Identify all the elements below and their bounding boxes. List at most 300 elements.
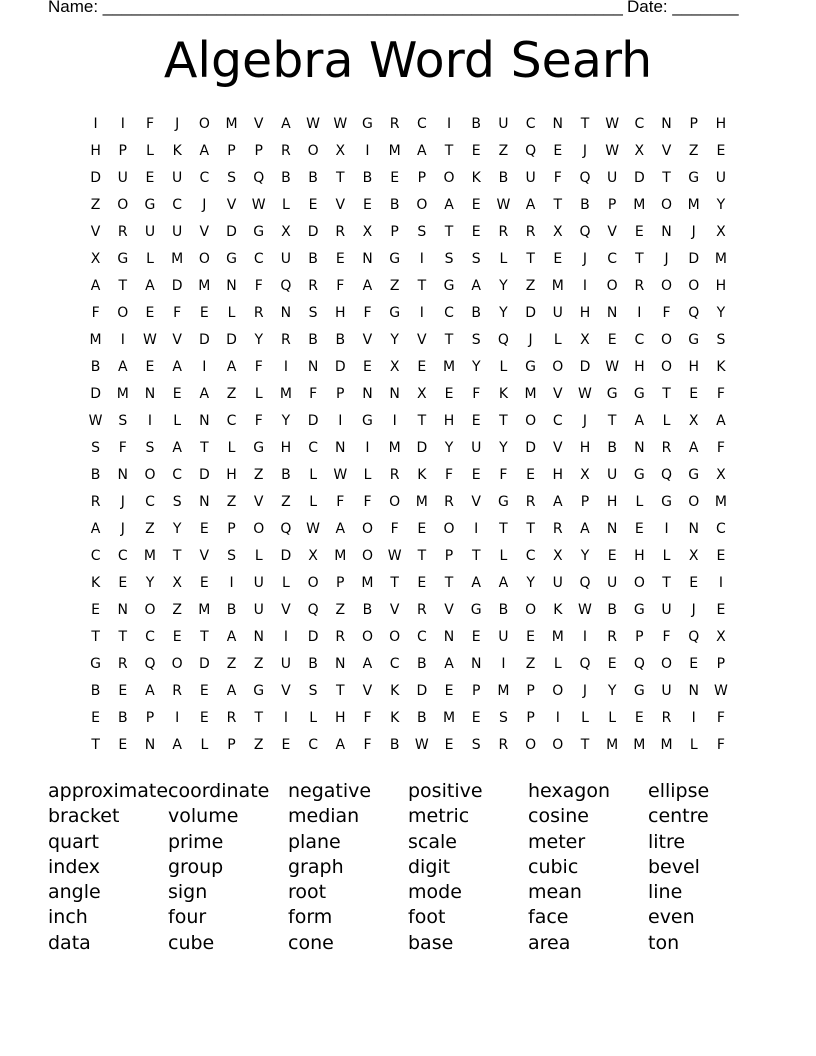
grid-letter: R — [634, 278, 645, 294]
word-list — [48, 779, 768, 956]
grid-letter: D — [226, 332, 237, 348]
grid-letter: E — [145, 305, 155, 321]
grid-letter: H — [335, 305, 346, 321]
grid-letter: Q — [688, 305, 700, 321]
grid-letter: C — [172, 467, 183, 483]
grid-letter: Z — [172, 602, 182, 618]
grid-letter: B — [498, 602, 509, 618]
word-item: meter — [528, 830, 586, 853]
grid-letter: M — [714, 251, 727, 267]
grid-letter: G — [362, 116, 373, 132]
grid-letter: I — [718, 575, 723, 591]
grid-letter: W — [333, 467, 348, 483]
grid-letter: Z — [688, 143, 699, 159]
grid-letter: R — [389, 116, 400, 132]
grid-letter: F — [472, 386, 481, 402]
grid-letter: W — [333, 116, 348, 132]
word-item: even — [648, 906, 695, 929]
grid-letter: K — [390, 683, 400, 699]
grid-letter: T — [172, 548, 182, 564]
grid-row — [82, 734, 738, 761]
grid-letter: P — [526, 710, 535, 726]
grid-letter: N — [688, 521, 699, 537]
grid-letter: M — [198, 602, 211, 618]
grid-letter: D — [579, 359, 591, 375]
grid-letter: S — [118, 413, 128, 429]
grid-letter: F — [336, 278, 345, 294]
grid-letter: V — [253, 494, 264, 510]
grid-letter: G — [633, 467, 645, 483]
grid-letter: L — [254, 548, 263, 564]
word-item: cubic — [528, 855, 579, 878]
grid-letter: B — [607, 602, 617, 618]
grid-letter: N — [117, 467, 129, 483]
grid-letter: P — [118, 143, 127, 159]
grid-letter: V — [417, 332, 427, 348]
grid-letter: S — [471, 737, 481, 753]
grid-letter: K — [417, 467, 427, 483]
grid-letter: D — [280, 548, 292, 564]
grid-letter: S — [145, 440, 155, 456]
grid-letter: F — [553, 170, 562, 186]
grid-letter: D — [307, 224, 319, 240]
word-item: data — [48, 931, 91, 954]
grid-letter: A — [145, 278, 155, 294]
word-item: litre — [648, 830, 686, 853]
grid-letter: Z — [90, 197, 101, 213]
grid-letter: A — [172, 359, 182, 375]
grid-letter: E — [390, 170, 400, 186]
word-item: graph — [288, 855, 344, 878]
grid-letter: D — [334, 359, 346, 375]
grid-letter: A — [417, 143, 427, 159]
grid-letter: P — [635, 629, 644, 645]
grid-letter: I — [582, 278, 588, 294]
grid-letter: B — [471, 116, 482, 132]
grid-letter: R — [416, 602, 427, 618]
grid-letter: F — [363, 494, 372, 510]
word-column — [48, 779, 168, 956]
grid-letter: T — [444, 332, 454, 348]
grid-letter: C — [145, 494, 155, 510]
grid-letter: N — [144, 737, 156, 753]
grid-letter: F — [716, 737, 725, 753]
grid-letter: V — [471, 494, 481, 510]
grid-letter: T — [118, 629, 128, 645]
grid-letter: E — [716, 548, 726, 564]
grid-letter: G — [606, 386, 618, 402]
grid-letter: F — [254, 413, 263, 429]
grid-row — [82, 275, 738, 302]
grid-letter: V — [199, 548, 210, 564]
grid-letter: M — [334, 548, 347, 564]
grid-letter: O — [661, 359, 673, 375]
grid-letter: E — [607, 656, 617, 672]
grid-letter: N — [117, 602, 129, 618]
grid-letter: E — [335, 251, 345, 267]
grid-letter: N — [606, 305, 618, 321]
grid-letter: E — [308, 197, 318, 213]
grid-row — [82, 572, 738, 599]
grid-letter: H — [579, 305, 591, 321]
grid-letter: D — [416, 683, 428, 699]
word-column — [288, 779, 408, 956]
word-item: scale — [408, 830, 457, 853]
grid-letter: O — [688, 494, 700, 510]
grid-letter: R — [525, 494, 536, 510]
grid-letter: I — [474, 521, 479, 537]
grid-letter: R — [226, 710, 237, 726]
grid-letter: T — [499, 521, 508, 537]
grid-letter: E — [634, 521, 644, 537]
grid-letter: P — [145, 710, 155, 726]
grid-letter: Q — [579, 170, 591, 186]
grid-letter: I — [365, 143, 370, 159]
grid-letter: G — [226, 251, 237, 267]
grid-letter: V — [281, 602, 291, 618]
grid-letter: B — [498, 170, 509, 186]
grid-letter: P — [471, 683, 481, 699]
grid-letter: H — [90, 143, 101, 159]
word-item: mean — [528, 881, 582, 904]
grid-letter: F — [445, 467, 454, 483]
grid-letter: E — [199, 710, 209, 726]
grid-letter: M — [198, 278, 211, 294]
grid-letter: T — [580, 737, 590, 753]
grid-letter: A — [444, 656, 454, 672]
word-item: angle — [48, 881, 101, 904]
grid-letter: R — [281, 143, 291, 159]
grid-letter: R — [253, 305, 264, 321]
grid-letter: R — [117, 224, 128, 240]
grid-letter: C — [90, 548, 101, 564]
grid-letter: M — [361, 575, 374, 591]
grid-letter: N — [144, 386, 156, 402]
word-item: volume — [168, 805, 239, 828]
grid-letter: L — [227, 440, 236, 456]
grid-letter: R — [172, 683, 183, 699]
grid-letter: Q — [579, 224, 591, 240]
grid-letter: M — [415, 494, 428, 510]
grid-letter: L — [363, 467, 372, 483]
grid-letter: T — [417, 278, 427, 294]
grid-letter: M — [633, 197, 646, 213]
grid-letter: R — [444, 494, 454, 510]
grid-letter: X — [716, 629, 726, 645]
grid-letter: T — [91, 629, 100, 645]
grid-row — [82, 140, 738, 167]
word-item: coordinate — [168, 780, 270, 802]
grid-letter: Q — [280, 278, 292, 294]
grid-letter: L — [200, 737, 209, 753]
grid-letter: X — [308, 548, 318, 564]
grid-letter: C — [525, 116, 536, 132]
grid-letter: T — [526, 251, 535, 267]
grid-letter: P — [227, 521, 236, 537]
grid-letter: B — [417, 710, 427, 726]
grid-letter: Q — [497, 332, 509, 348]
grid-letter: U — [661, 683, 672, 699]
grid-letter: Y — [716, 197, 726, 213]
grid-letter: E — [199, 683, 209, 699]
grid-letter: Z — [389, 278, 400, 294]
grid-letter: C — [226, 413, 237, 429]
grid-letter: W — [605, 116, 620, 132]
grid-letter: N — [634, 440, 645, 456]
grid-letter: Y — [390, 332, 399, 348]
grid-letter: N — [226, 278, 237, 294]
grid-letter: A — [471, 278, 481, 294]
grid-letter: R — [117, 656, 128, 672]
name-field-line: Name: _______________________________________________________ — [48, 0, 623, 16]
grid-letter: H — [634, 548, 645, 564]
grid-letter: E — [172, 386, 182, 402]
word-item: cube — [168, 931, 215, 954]
grid-letter: P — [254, 143, 263, 159]
grid-letter: O — [688, 278, 700, 294]
grid-letter: V — [444, 602, 454, 618]
grid-letter: Y — [444, 440, 454, 456]
grid-letter: P — [227, 143, 236, 159]
grid-letter: Z — [525, 278, 536, 294]
grid-letter: T — [200, 440, 209, 456]
grid-letter: I — [147, 413, 153, 429]
grid-letter: P — [526, 683, 535, 699]
grid-letter: C — [308, 440, 318, 456]
grid-letter: L — [282, 575, 290, 591]
grid-letter: E — [526, 467, 536, 483]
grid-row — [82, 356, 738, 383]
grid-letter: Y — [580, 548, 590, 564]
word-item: ellipse — [648, 780, 710, 802]
grid-letter: G — [253, 440, 265, 456]
grid-letter: T — [118, 278, 128, 294]
grid-letter: I — [283, 359, 288, 375]
grid-letter: J — [175, 116, 180, 132]
grid-letter: I — [202, 359, 207, 375]
grid-letter: W — [88, 413, 103, 429]
grid-letter: R — [661, 440, 672, 456]
grid-letter: H — [606, 494, 618, 510]
grid-letter: G — [688, 170, 700, 186]
grid-letter: J — [582, 143, 588, 159]
grid-letter: O — [144, 467, 156, 483]
grid-letter: M — [714, 494, 727, 510]
grid-letter: E — [471, 143, 481, 159]
grid-letter: B — [308, 251, 318, 267]
grid-letter: E — [417, 359, 427, 375]
grid-letter: P — [444, 548, 454, 564]
grid-letter: F — [145, 116, 154, 132]
grid-letter: W — [713, 683, 728, 699]
grid-letter: Z — [226, 494, 237, 510]
grid-letter: B — [281, 467, 291, 483]
grid-letter: E — [417, 521, 427, 537]
grid-letter: R — [552, 521, 563, 537]
grid-letter: T — [662, 575, 671, 591]
grid-letter: P — [580, 494, 590, 510]
grid-letter: C — [172, 197, 183, 213]
grid-letter: F — [499, 467, 508, 483]
grid-letter: Y — [607, 683, 617, 699]
grid-letter: S — [716, 332, 726, 348]
grid-letter: C — [145, 629, 155, 645]
grid-letter: Y — [716, 305, 726, 321]
grid-letter: Q — [579, 575, 591, 591]
grid-letter: O — [525, 737, 537, 753]
grid-letter: H — [715, 116, 727, 132]
grid-letter: R — [525, 224, 536, 240]
grid-letter: L — [282, 197, 290, 213]
grid-letter: I — [446, 116, 452, 132]
grid-letter: Y — [499, 305, 508, 321]
grid-letter: Z — [525, 656, 536, 672]
grid-letter: G — [389, 305, 401, 321]
grid-row — [82, 437, 738, 464]
grid-letter: O — [253, 521, 265, 537]
grid-letter: U — [280, 251, 292, 267]
grid-letter: B — [308, 170, 318, 186]
grid-letter: F — [336, 494, 345, 510]
grid-letter: Z — [281, 494, 291, 510]
grid-letter: S — [308, 683, 318, 699]
grid-letter: B — [308, 656, 318, 672]
grid-letter: M — [606, 737, 619, 753]
grid-letter: O — [117, 197, 129, 213]
grid-letter: U — [715, 170, 727, 186]
grid-letter: E — [172, 629, 182, 645]
grid-letter: Y — [471, 359, 481, 375]
grid-letter: D — [525, 305, 536, 321]
grid-letter: L — [635, 494, 644, 510]
grid-letter: J — [582, 683, 588, 699]
grid-letter: S — [227, 170, 236, 186]
grid-letter: V — [199, 224, 210, 240]
grid-letter: L — [662, 548, 671, 564]
grid-letter: Z — [498, 143, 509, 159]
grid-row — [82, 680, 738, 707]
grid-letter: T — [471, 548, 481, 564]
grid-letter: F — [173, 305, 182, 321]
grid-letter: E — [444, 683, 454, 699]
grid-letter: U — [280, 656, 292, 672]
grid-letter: O — [389, 494, 401, 510]
grid-letter: F — [716, 710, 725, 726]
grid-letter: D — [416, 440, 428, 456]
grid-letter: A — [335, 737, 346, 753]
grid-letter: L — [254, 386, 263, 402]
grid-letter: C — [416, 629, 427, 645]
word-item: index — [48, 855, 100, 878]
grid-letter: I — [664, 521, 669, 537]
grid-letter: X — [580, 467, 590, 483]
grid-letter: P — [417, 170, 427, 186]
grid-letter: F — [662, 629, 671, 645]
grid-letter: G — [253, 224, 265, 240]
word-item: four — [168, 906, 207, 929]
word-item: prime — [168, 830, 224, 853]
grid-letter: K — [716, 359, 726, 375]
grid-letter: G — [497, 494, 509, 510]
grid-letter: T — [635, 251, 644, 267]
grid-letter: A — [335, 521, 346, 537]
grid-letter: A — [362, 278, 373, 294]
grid-row — [82, 113, 738, 140]
grid-letter: L — [227, 305, 236, 321]
grid-letter: C — [716, 521, 726, 537]
grid-letter: I — [175, 710, 180, 726]
grid-letter: N — [443, 629, 455, 645]
grid-row — [82, 410, 738, 437]
grid-letter: I — [338, 413, 343, 429]
grid-letter: E — [444, 737, 454, 753]
grid-letter: O — [661, 278, 673, 294]
grid-letter: E — [607, 332, 617, 348]
grid-letter: Q — [633, 656, 645, 672]
word-item: cone — [288, 931, 334, 954]
grid-letter: X — [389, 359, 400, 375]
grid-letter: B — [607, 440, 617, 456]
grid-letter: Q — [688, 629, 700, 645]
grid-letter: M — [89, 332, 102, 348]
grid-letter: L — [309, 710, 317, 726]
grid-letter: J — [202, 197, 207, 213]
grid-letter: R — [389, 467, 400, 483]
grid-letter: E — [91, 710, 101, 726]
grid-letter: D — [688, 251, 700, 267]
grid-letter: M — [551, 629, 564, 645]
grid-letter: B — [281, 170, 291, 186]
grid-letter: D — [198, 467, 210, 483]
word-item: mode — [408, 881, 462, 904]
grid-letter: E — [689, 575, 699, 591]
grid-letter: M — [143, 548, 157, 564]
grid-row — [82, 518, 738, 545]
grid-letter: F — [363, 737, 372, 753]
grid-letter: H — [688, 359, 699, 375]
grid-row — [82, 167, 738, 194]
grid-letter: Y — [281, 413, 291, 429]
grid-letter: N — [307, 359, 319, 375]
grid-letter: L — [553, 332, 562, 348]
grid-letter: L — [146, 251, 154, 267]
grid-letter: M — [660, 737, 673, 753]
grid-letter: N — [552, 116, 564, 132]
grid-letter: U — [607, 467, 618, 483]
word-item: median — [288, 805, 360, 828]
grid-letter: W — [605, 143, 620, 159]
grid-letter: B — [417, 656, 427, 672]
grid-letter: O — [361, 521, 373, 537]
grid-letter: Z — [253, 737, 264, 753]
grid-letter: I — [691, 710, 696, 726]
grid-letter: F — [363, 710, 372, 726]
grid-letter: X — [634, 143, 645, 159]
grid-letter: O — [307, 143, 319, 159]
grid-letter: C — [607, 251, 618, 267]
grid-letter: C — [634, 332, 645, 348]
grid-letter: W — [387, 548, 402, 564]
grid-letter: X — [552, 224, 563, 240]
grid-letter: D — [90, 386, 101, 402]
grid-letter: U — [498, 629, 509, 645]
grid-letter: I — [501, 656, 506, 672]
grid-letter: D — [198, 332, 210, 348]
grid-letter: B — [362, 602, 373, 618]
grid-letter: F — [716, 440, 725, 456]
grid-letter: A — [90, 278, 101, 294]
grid-letter: U — [498, 116, 509, 132]
